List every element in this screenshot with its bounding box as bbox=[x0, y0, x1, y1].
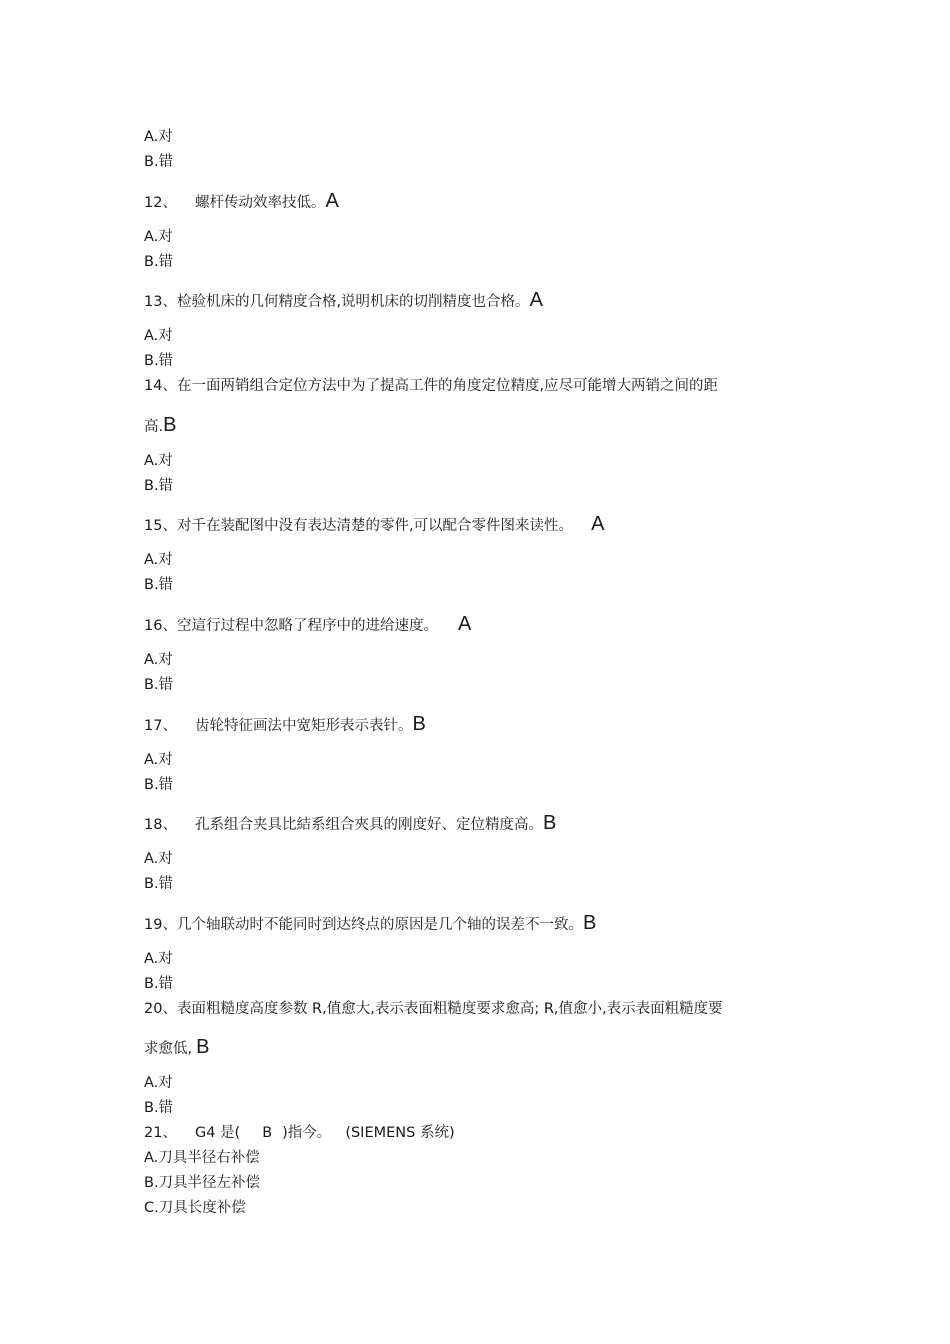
option-a: A.对 bbox=[144, 552, 173, 568]
question-answer: B bbox=[163, 414, 177, 436]
question-text: 对千在装配图中没有表达清楚的零件,可以配合零件图来读性。 bbox=[176, 518, 574, 534]
question-number: 16、 bbox=[144, 618, 177, 634]
question-20-continued bbox=[144, 1037, 209, 1059]
question-12 bbox=[144, 191, 339, 213]
question-19 bbox=[144, 913, 596, 935]
option-c: C.刀具长度补偿 bbox=[144, 1200, 246, 1216]
option-b: B.错 bbox=[144, 876, 174, 892]
question-number: 20、 bbox=[144, 1001, 177, 1017]
option-b: B.错 bbox=[144, 478, 174, 494]
question-answer: A bbox=[529, 289, 543, 311]
option-b: B.错 bbox=[144, 1100, 174, 1116]
option-a: A.对 bbox=[144, 129, 173, 145]
question-18 bbox=[144, 813, 556, 835]
question-15 bbox=[144, 514, 604, 536]
option-a: A.对 bbox=[144, 229, 173, 245]
question-number: 19、 bbox=[144, 917, 177, 933]
option-b: B.错 bbox=[144, 254, 174, 270]
option-a: A.刀具半径右补偿 bbox=[144, 1150, 260, 1166]
option-b: B.错 bbox=[144, 976, 174, 992]
question-14 bbox=[144, 376, 718, 396]
option-a: A.对 bbox=[144, 328, 173, 344]
question-answer: B bbox=[582, 912, 597, 934]
option-b: B.错 bbox=[144, 677, 174, 693]
question-note: (SIEMENS 系统) bbox=[345, 1125, 455, 1141]
option-b: B.错 bbox=[144, 353, 174, 369]
question-number: 17、 bbox=[144, 718, 177, 734]
question-answer: A bbox=[591, 513, 605, 535]
option-a: A.对 bbox=[144, 652, 173, 668]
question-text: G4 是( bbox=[194, 1125, 241, 1141]
question-text: 孔系组合夹具比結系组合夾具的刚度好、定位精度高。 bbox=[194, 817, 543, 833]
option-a: A.对 bbox=[144, 1075, 173, 1091]
question-number: 18、 bbox=[144, 817, 177, 833]
question-number: 15、 bbox=[144, 518, 177, 534]
question-16 bbox=[144, 614, 471, 636]
question-number: 21、 bbox=[144, 1125, 177, 1141]
question-text: 螺杆传动效率技低。 bbox=[194, 195, 326, 211]
option-a: A.对 bbox=[144, 951, 173, 967]
option-a: A.对 bbox=[144, 851, 173, 867]
question-answer: B bbox=[542, 812, 557, 834]
question-21 bbox=[144, 1123, 455, 1143]
question-text-continued: 求愈低, bbox=[144, 1041, 193, 1057]
question-answer: A bbox=[325, 190, 339, 212]
question-14-continued bbox=[144, 415, 176, 437]
question-text-post: )指今。 bbox=[282, 1125, 332, 1141]
question-20 bbox=[144, 999, 723, 1019]
option-b: B.错 bbox=[144, 777, 174, 793]
question-text: 几个轴联动时不能同时到达终点的原因是几个轴的误差不一致。 bbox=[176, 917, 583, 933]
option-a: A.对 bbox=[144, 453, 173, 469]
question-text: 齿轮特征画法中宽矩形表示表针。 bbox=[194, 718, 413, 734]
option-b: B.刀具半径左补偿 bbox=[144, 1175, 261, 1191]
question-text: 检验机床的几何精度合格,说明机床的切削精度也合格。 bbox=[176, 294, 530, 310]
question-answer: B bbox=[262, 1125, 273, 1141]
option-b: B.错 bbox=[144, 577, 174, 593]
question-text: 表面粗糙度高度参数 R,值愈大,表示表面粗糙度要求愈高; R,值愈小,表示表面粗糙度要 bbox=[176, 1001, 723, 1017]
option-b: B.错 bbox=[144, 154, 174, 170]
question-text-continued: 高. bbox=[144, 419, 164, 435]
question-13 bbox=[144, 290, 543, 312]
question-number: 12、 bbox=[144, 195, 177, 211]
question-17 bbox=[144, 714, 426, 736]
question-answer: B bbox=[196, 1036, 210, 1058]
question-text: 空這行过程中忽略了程序中的进给速度。 bbox=[176, 618, 438, 634]
question-text: 在一面两销组合定位方法中为了提高工件的角度定位精度,应尽可能增大两销之间的距 bbox=[176, 378, 719, 394]
question-number: 14、 bbox=[144, 378, 177, 394]
question-answer: A bbox=[457, 613, 472, 635]
question-number: 13、 bbox=[144, 294, 177, 310]
option-a: A.对 bbox=[144, 752, 173, 768]
question-answer: B bbox=[412, 713, 426, 735]
